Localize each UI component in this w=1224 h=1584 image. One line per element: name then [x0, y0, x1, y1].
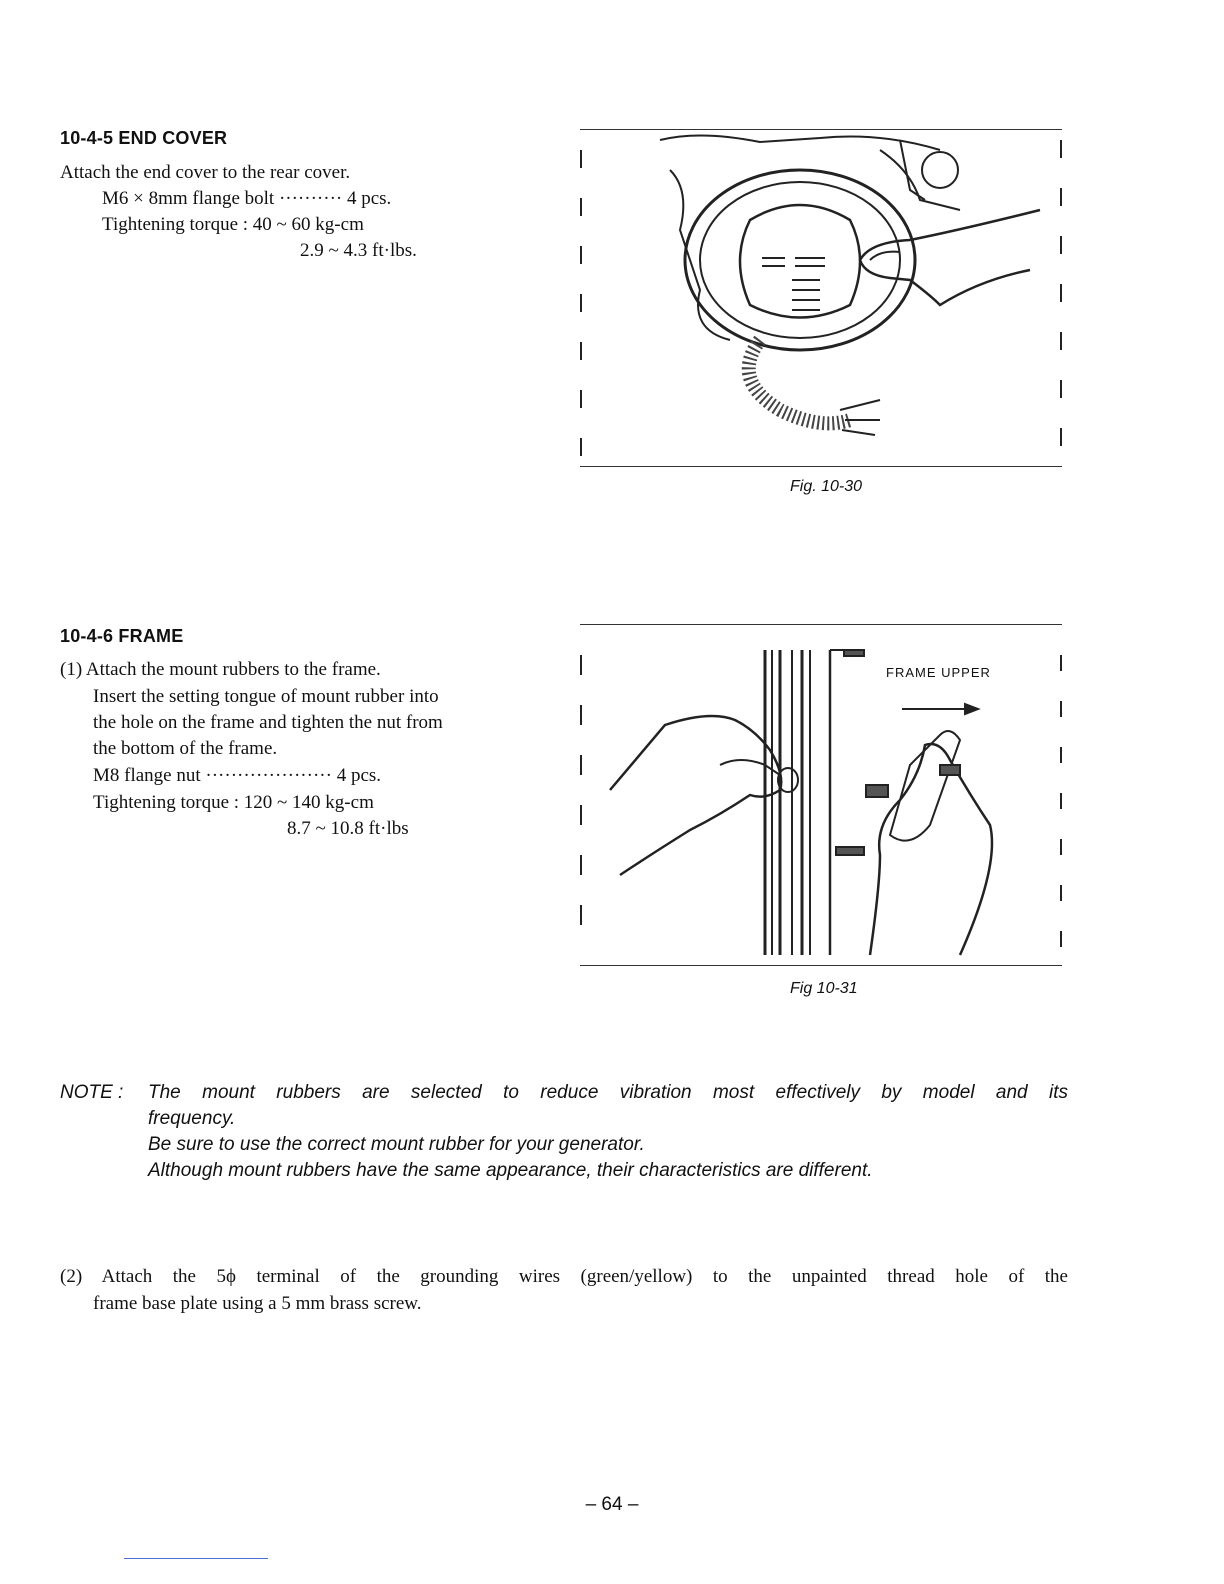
- note-line-2: frequency.: [148, 1108, 236, 1129]
- frame-torque-ftlbs: 8.7 ~ 10.8 ft·lbs: [287, 818, 409, 839]
- end-cover-instruction: Attach the end cover to the rear cover.: [60, 162, 351, 183]
- note-label: NOTE :: [60, 1082, 124, 1103]
- section-heading-frame: 10-4-6 FRAME: [60, 626, 184, 646]
- frame-torque-kgcm: Tightening torque : 120 ~ 140 kg-cm: [93, 792, 374, 813]
- step-2-line-1: (2) Attach the 5ϕ terminal of the grounding wires (green/yellow) to the unpainted thread hole of the: [60, 1266, 1068, 1287]
- figure-end-cover: [580, 129, 1062, 467]
- footer-divider: [124, 1558, 268, 1559]
- page-number: – 64 –: [585, 1494, 639, 1515]
- frame-instruction-line-2: the hole on the frame and tighten the nut from: [93, 712, 443, 733]
- frame-instruction-line-1: Insert the setting tongue of mount rubber into: [93, 686, 439, 707]
- end-cover-illustration: [580, 130, 1062, 466]
- note-line-1: The mount rubbers are selected to reduce vibration most effectively by model and its: [148, 1082, 1068, 1103]
- frame-step-1: (1) Attach the mount rubbers to the frame.: [60, 659, 381, 680]
- figure-10-31-caption: Fig 10-31: [790, 980, 858, 997]
- note-line-4: Although mount rubbers have the same appearance, their characteristics are different.: [148, 1160, 873, 1181]
- section-heading-end-cover: 10-4-5 END COVER: [60, 128, 228, 148]
- note-line-3: Be sure to use the correct mount rubber for your generator.: [148, 1134, 645, 1155]
- frame-upper-label: FRAME UPPER: [886, 665, 991, 680]
- end-cover-torque-kgcm: Tightening torque : 40 ~ 60 kg-cm: [102, 214, 364, 235]
- figure-10-30-caption: Fig. 10-30: [790, 478, 863, 495]
- frame-instruction-line-3: the bottom of the frame.: [93, 738, 278, 759]
- step-2-line-2: frame base plate using a 5 mm brass screw.: [93, 1293, 422, 1314]
- end-cover-torque-ftlbs: 2.9 ~ 4.3 ft·lbs.: [300, 240, 417, 261]
- figure-frame: [580, 624, 1062, 966]
- frame-nut-spec: M8 flange nut ···················· 4 pcs.: [93, 765, 382, 786]
- end-cover-bolt-spec: M6 × 8mm flange bolt ·········· 4 pcs.: [102, 188, 392, 209]
